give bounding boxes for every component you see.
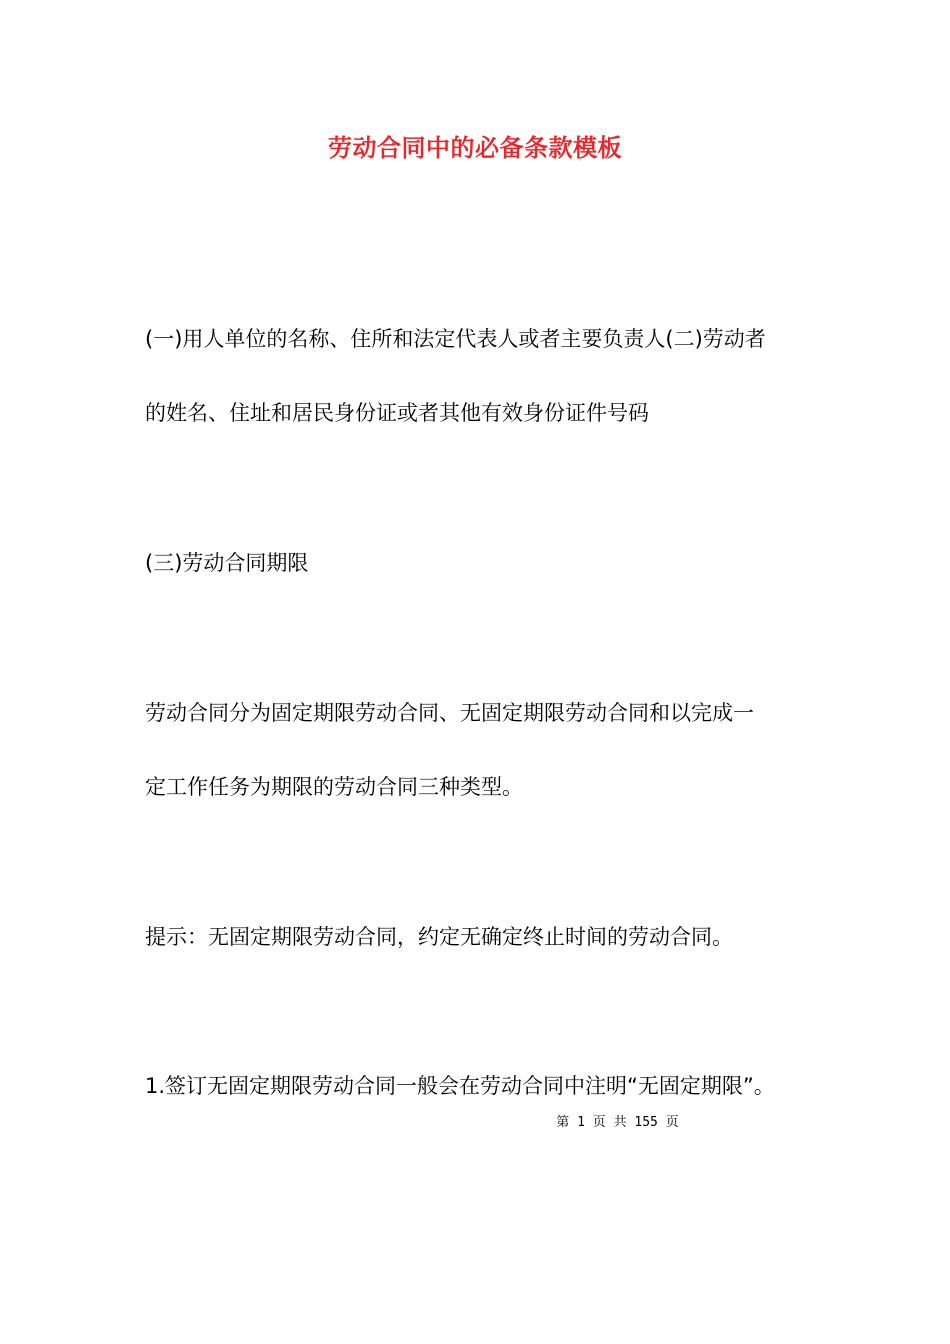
paragraph-line: (三)劳动合同期限: [145, 551, 309, 575]
paragraph-line: (一)用人单位的名称、住所和法定代表人或者主要负责人(二)劳动者: [145, 327, 766, 351]
paragraph-2: [145, 526, 825, 600]
paragraph-4: [145, 900, 825, 974]
paragraph-line: 提示：无固定期限劳动合同，约定无确定终止时间的劳动合同。: [145, 925, 733, 949]
page-number-footer: 第 1 页 共 155 页: [556, 1115, 679, 1130]
paragraph-1: [145, 302, 825, 450]
paragraph-line: 的姓名、住址和居民身份证或者其他有效身份证件号码: [145, 401, 649, 425]
paragraph-3: [145, 676, 825, 824]
document-title: 劳动合同中的必备条款模板: [328, 134, 622, 162]
paragraph-line: 定工作任务为期限的劳动合同三种类型。: [145, 775, 523, 799]
paragraph-line: 劳动合同分为固定期限劳动合同、无固定期限劳动合同和以完成一: [145, 701, 754, 725]
paragraph-5: [145, 1049, 825, 1123]
paragraph-line: 1.签订无固定期限劳动合同一般会在劳动合同中注明“无固定期限”。: [145, 1074, 775, 1098]
